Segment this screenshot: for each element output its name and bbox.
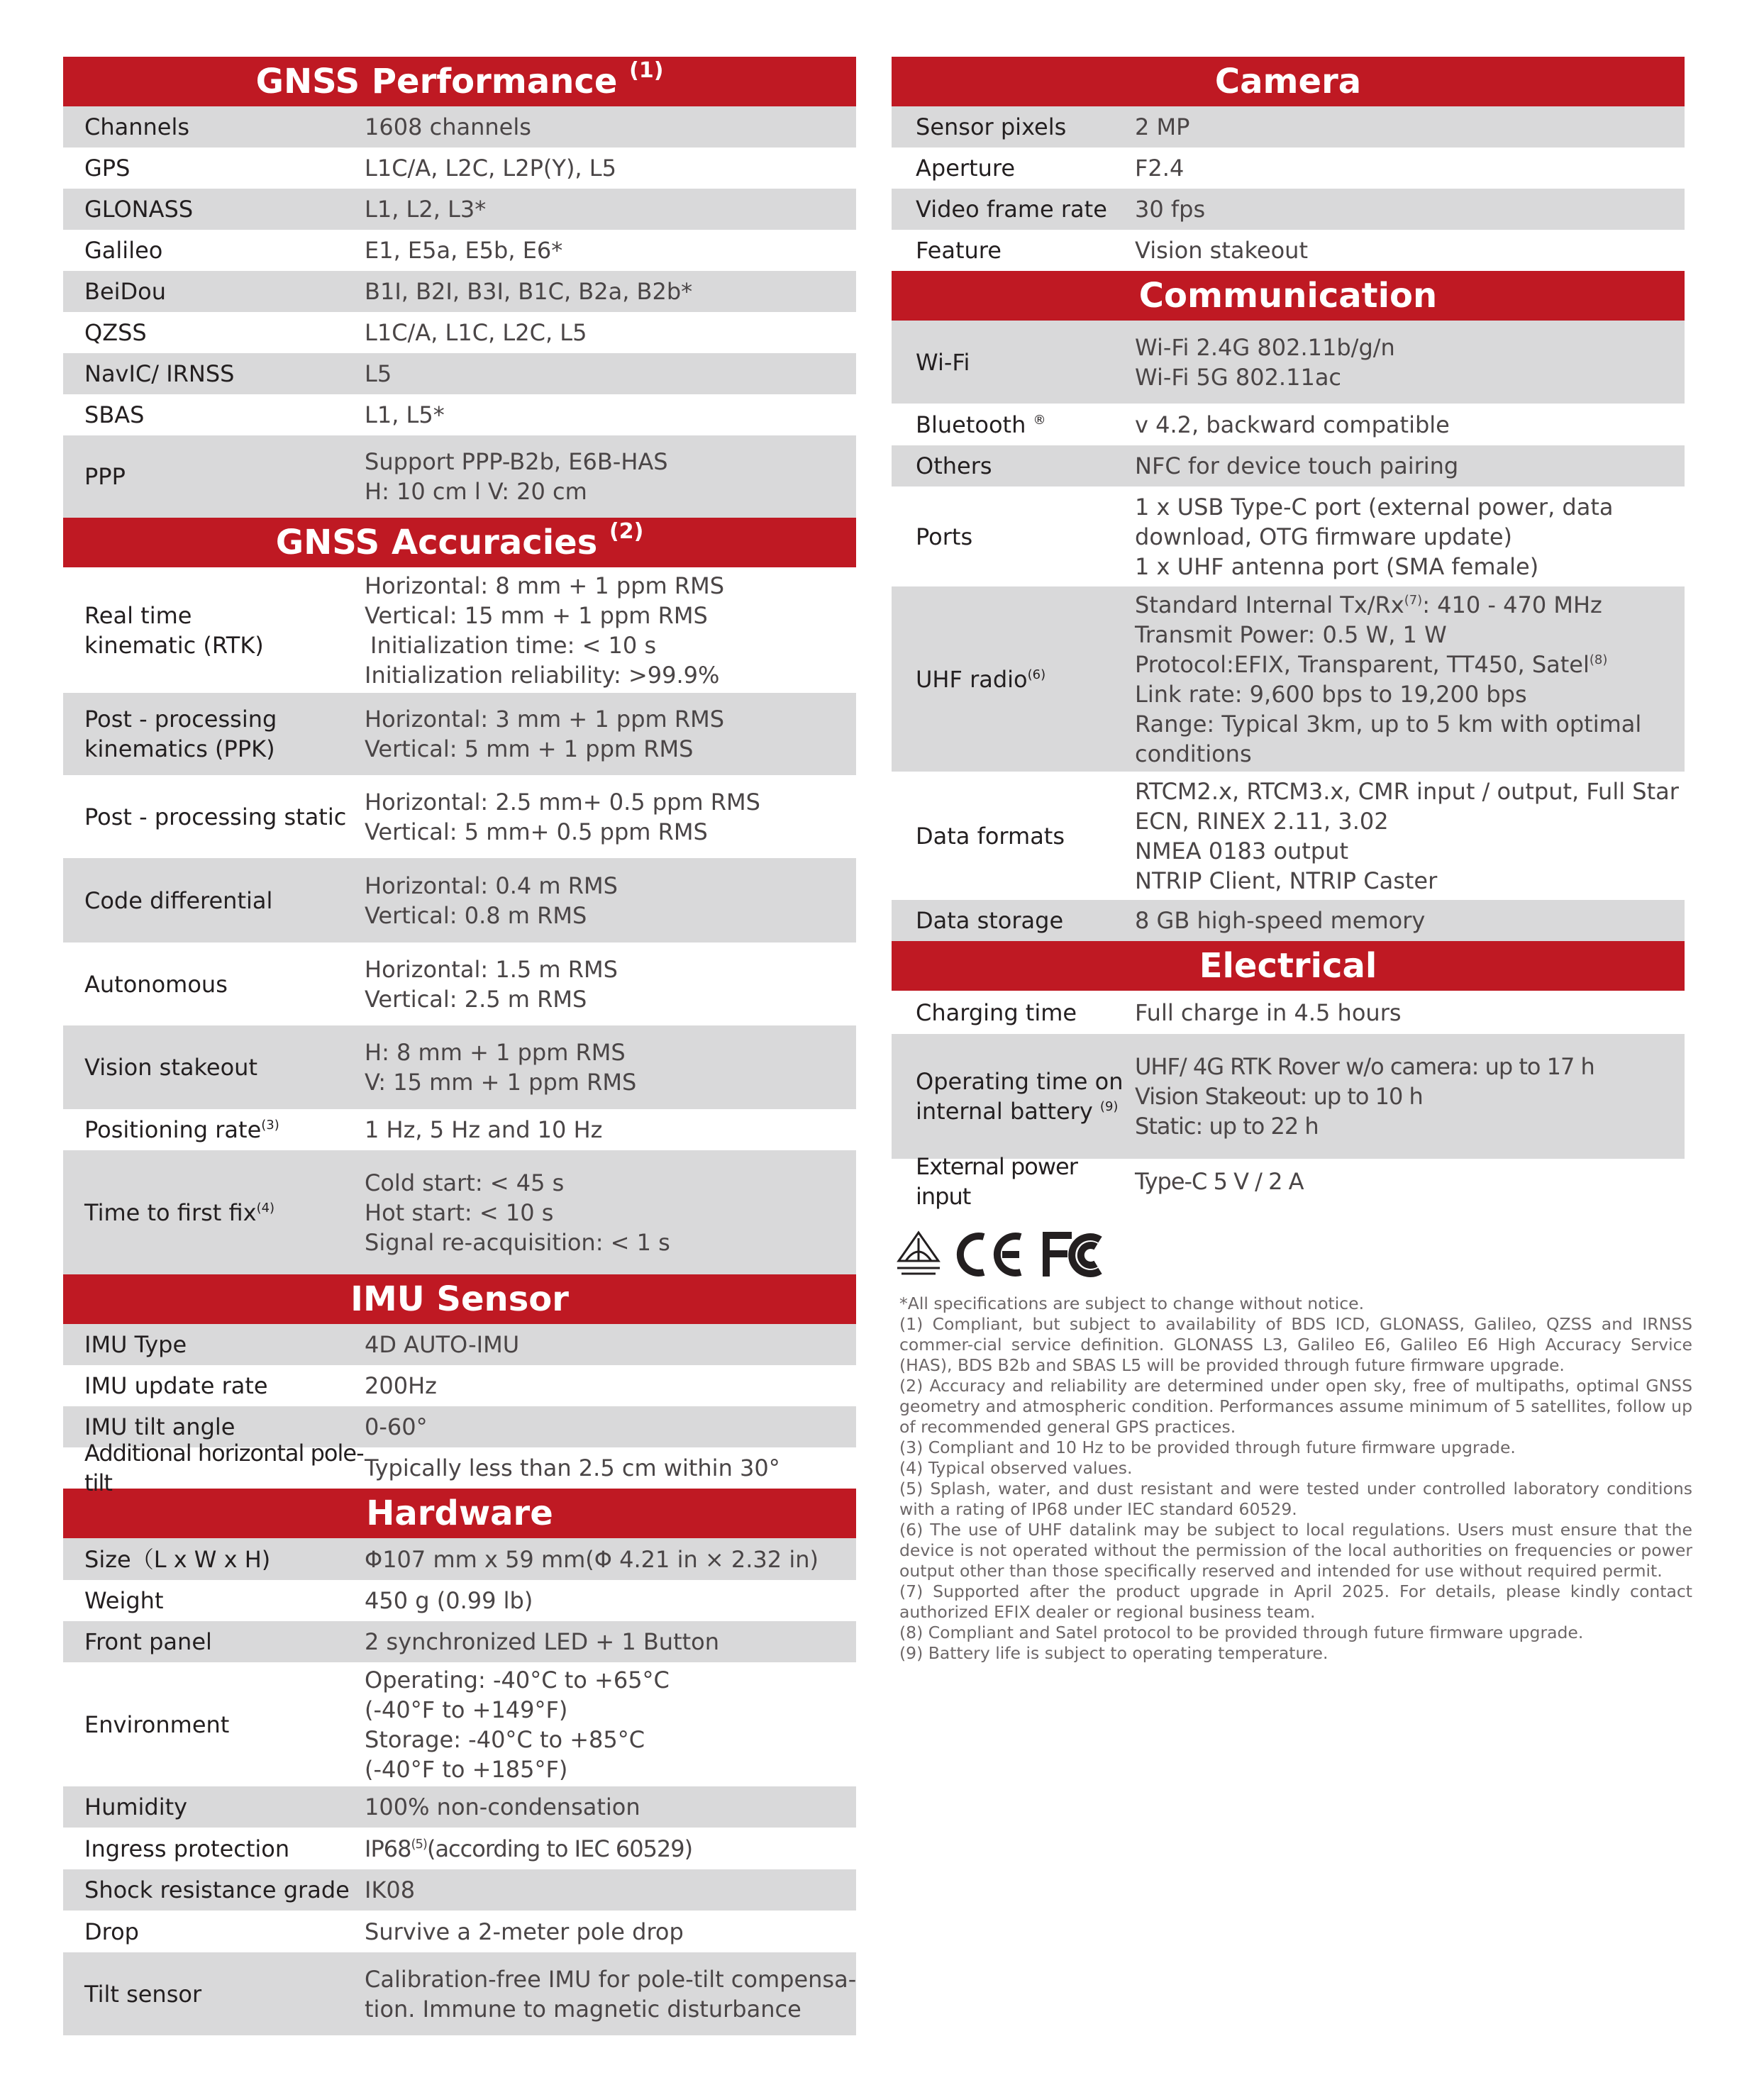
spec-row-shock-resistance: [63, 1869, 856, 1911]
spec-label: Feature: [916, 237, 1002, 264]
footnote-ref: (5): [411, 1836, 427, 1852]
footnote-ref: (2): [609, 519, 644, 544]
spec-value: E1, E5a, E5b, E6*: [365, 237, 563, 264]
footnote-ref: (6): [1027, 667, 1046, 682]
spec-label: [63, 704, 365, 764]
fcc-mark-icon: [1046, 1235, 1100, 1277]
footnote-ref: (7): [1404, 592, 1423, 608]
value-line: (-40°F to +185°F): [365, 1755, 568, 1783]
registered-mark: ®: [1033, 412, 1046, 428]
section-title: Camera: [1214, 62, 1362, 101]
value-line: RTCM2.x, RTCM3.x, CMR input / output, Full Star: [1135, 777, 1679, 805]
spec-label: Humidity: [84, 1793, 188, 1820]
spec-value: F2.4: [1135, 155, 1185, 182]
spec-value: [365, 1834, 856, 1864]
spec-label: IMU tilt angle: [84, 1413, 235, 1440]
spec-value: [365, 447, 856, 506]
footnote: (8) Compliant and Satel protocol to be provided through future firmware upgrade.: [899, 1623, 1584, 1642]
spec-row-channels: [63, 106, 856, 148]
value-line: ECN, RINEX 2.11, 3.02: [1135, 807, 1389, 835]
spec-value: L1C/A, L2C, L2P(Y), L5: [365, 155, 616, 182]
spec-row-external-power: [892, 1153, 1685, 1210]
spec-label: Aperture: [916, 155, 1016, 182]
spec-label: [63, 1198, 365, 1228]
label-text: Positioning rate: [84, 1116, 262, 1143]
spec-value: [365, 571, 856, 690]
spec-value: [365, 787, 856, 847]
spec-row-qzss: [63, 312, 856, 353]
value-line: (-40°F to +149°F): [365, 1696, 568, 1723]
spec-row-rtk: [63, 567, 856, 693]
value-line: H: 8 mm + 1 ppm RMS: [365, 1039, 626, 1066]
spec-value: Survive a 2-meter pole drop: [365, 1918, 684, 1945]
section-title: Electrical: [1199, 946, 1377, 986]
spec-value: NFC for device touch pairing: [1135, 452, 1459, 479]
value-line: 1 x UHF antenna port (SMA female): [1135, 552, 1539, 580]
spec-value: [365, 1964, 856, 2024]
label-line: kinematics (PPK): [84, 735, 275, 762]
spec-value: Full charge in 4.5 hours: [1135, 999, 1402, 1026]
spec-label: GLONASS: [84, 196, 194, 223]
spec-label: Galileo: [84, 237, 163, 264]
spec-row-glonass: [63, 189, 856, 230]
spec-row-charging-time: [892, 991, 1685, 1034]
spec-row-bluetooth: [892, 404, 1685, 445]
spec-row-ppk: [63, 693, 856, 775]
value-line: Vertical: 5 mm + 1 ppm RMS: [365, 735, 694, 762]
spec-label: External power input: [916, 1153, 1077, 1210]
footnote: (2) Accuracy and reliability are determined under open sky, free of multipaths, optimal GNSS geometry and atmospheric condition. Performances assume minimum of 5 satellites, follow up of recommended general GPS practices.: [899, 1376, 1692, 1437]
certification-logos: [894, 1228, 1178, 1282]
spec-value: [365, 1168, 856, 1257]
spec-row-ingress-protection: [63, 1828, 856, 1869]
spec-label: Ingress protection: [84, 1835, 290, 1862]
spec-row-ports: [892, 486, 1685, 586]
label-text: Time to first fix: [84, 1198, 257, 1226]
spec-row-beidou: [63, 271, 856, 312]
spec-label: Environment: [84, 1711, 230, 1738]
spec-label: NavIC/ IRNSS: [84, 360, 235, 387]
spec-value: L5: [365, 360, 392, 387]
value-line: 1 x USB Type-C port (external power, data: [1135, 493, 1614, 521]
spec-row-front-panel: [63, 1621, 856, 1662]
value-line: Static: up to 22 h: [1135, 1113, 1319, 1140]
spec-row-tilt-sensor: [63, 1952, 856, 2035]
spec-value: L1C/A, L1C, L2C, L5: [365, 319, 587, 346]
spec-row-operating-time: [892, 1034, 1685, 1159]
spec-label: Shock resistance grade: [84, 1876, 350, 1903]
footnotes: [899, 1294, 1692, 1664]
spec-value: 1608 channels: [365, 113, 531, 140]
spec-value: 100% non-condensation: [365, 1793, 640, 1820]
spec-value: [365, 704, 856, 764]
spec-label: Post - processing static: [84, 803, 347, 830]
value-line: Transmit Power: 0.5 W, 1 W: [1135, 621, 1447, 648]
spec-label: GPS: [84, 155, 131, 182]
value-line: Horizontal: 0.4 m RMS: [365, 872, 618, 899]
value-line: tion. Immune to magnetic disturbance: [365, 1995, 801, 2023]
footnote: (3) Compliant and 10 Hz to be provided through future firmware upgrade.: [899, 1437, 1516, 1457]
left-spec-column: [63, 57, 856, 2035]
spec-label: Others: [916, 452, 992, 479]
label-line: Real time: [84, 601, 192, 629]
gnss-performance-header: [63, 57, 856, 106]
electrical-header: [892, 941, 1685, 991]
spec-value: Type-C 5 V / 2 A: [1135, 1168, 1304, 1195]
section-title: Hardware: [366, 1494, 553, 1533]
footnote: (1) Compliant, but subject to availability of BDS ICD, GLONASS, Galileo, QZSS and IRNSS commer-cial service definition. GLONASS L3, Galileo E6, Galileo E6 High Accuracy Service (HAS), BDS B2b and SBAS L5 will be provided through future firmware upgrade.: [899, 1314, 1692, 1375]
spec-label: [63, 601, 365, 660]
value-line: Vision Stakeout: up to 10 h: [1135, 1083, 1423, 1110]
spec-value: Typically less than 2.5 cm within 30°: [365, 1455, 780, 1481]
spec-label: Data storage: [916, 907, 1064, 934]
spec-row-time-to-first-fix: [63, 1150, 856, 1274]
spec-row-static: [63, 775, 856, 858]
value-text: IP68: [365, 1835, 411, 1862]
spec-value: [1135, 333, 1685, 392]
value-line: [1135, 590, 1685, 620]
value-line: Operating: -40°C to +65°C: [365, 1666, 670, 1694]
spec-row-environment: [63, 1662, 856, 1786]
spec-row-weight: [63, 1580, 856, 1621]
value-line: Support PPP-B2b, E6B-HAS: [365, 448, 668, 475]
value-line: Link rate: 9,600 bps to 19,200 bps: [1135, 680, 1527, 708]
spec-row-wifi: [892, 321, 1685, 404]
spec-row-sbas: [63, 394, 856, 435]
spec-row-navic: [63, 353, 856, 394]
spec-label: Weight: [84, 1587, 164, 1614]
gnss-accuracies-header: [63, 518, 856, 567]
spec-row-galileo: [63, 230, 856, 271]
label-line: kinematic (RTK): [84, 631, 264, 659]
imu-sensor-header: [63, 1274, 856, 1324]
spec-value: 0-60°: [365, 1413, 428, 1440]
spec-value: 4D AUTO-IMU: [365, 1331, 520, 1358]
footnote: (5) Splash, water, and dust resistant and were tested under controlled laboratory conditions with a rating of IP68 under IEC standard 60529.: [899, 1479, 1692, 1519]
spec-row-humidity: [63, 1786, 856, 1828]
spec-value: [1135, 777, 1685, 896]
spec-label: Ports: [916, 523, 973, 550]
spec-label: [892, 664, 1135, 694]
spec-label: Wi-Fi: [916, 348, 970, 376]
section-title: GNSS Accuracies: [275, 523, 598, 562]
recycling-cert-icon: [897, 1233, 940, 1274]
value-line: Hot start: < 10 s: [365, 1198, 554, 1226]
footnote-ref: (8): [1589, 652, 1608, 667]
label-text: internal battery: [916, 1098, 1093, 1125]
value-line: download, OTG firmware update): [1135, 523, 1513, 550]
value-line: NMEA 0183 output: [1135, 837, 1348, 864]
spec-value: Φ107 mm x 59 mm(Φ 4.21 in × 2.32 in): [365, 1545, 819, 1573]
spec-label: Sensor pixels: [916, 113, 1067, 140]
spec-value: [1135, 590, 1685, 769]
spec-value: [365, 1665, 856, 1784]
spec-row-data-formats: [892, 772, 1685, 900]
value-line: Horizontal: 1.5 m RMS: [365, 955, 618, 983]
value-line: UHF/ 4G RTK Rover w/o camera: up to 17 h: [1135, 1053, 1594, 1080]
spec-label: BeiDou: [84, 278, 167, 305]
section-title: IMU Sensor: [350, 1279, 569, 1319]
value-line: Storage: -40°C to +85°C: [365, 1725, 645, 1753]
spec-value: Vision stakeout: [1135, 237, 1308, 264]
value-line: [1135, 650, 1685, 679]
spec-row-others: [892, 445, 1685, 486]
value-text: Standard Internal Tx/Rx: [1135, 591, 1404, 618]
value-line: conditions: [1135, 740, 1252, 767]
value-line: Signal re-acquisition: < 1 s: [365, 1228, 670, 1256]
spec-value: [1135, 1052, 1685, 1141]
spec-label: Video frame rate: [916, 196, 1107, 223]
spec-row-uhf-radio: [892, 586, 1685, 772]
value-line: Horizontal: 3 mm + 1 ppm RMS: [365, 706, 725, 733]
spec-row-code-differential: [63, 858, 856, 942]
spec-value: 8 GB high-speed memory: [1135, 907, 1426, 934]
value-line: Wi-Fi 5G 802.11ac: [1135, 363, 1342, 391]
spec-label: SBAS: [84, 401, 145, 428]
value-line: Initialization time: < 10 s: [370, 631, 657, 659]
value-line: Vertical: 15 mm + 1 ppm RMS: [365, 601, 708, 629]
certification-icons: [894, 1228, 1178, 1282]
spec-value: [365, 955, 856, 1014]
spec-label: IMU update rate: [84, 1372, 268, 1399]
spec-value: L1, L5*: [365, 401, 445, 428]
footnote: (4) Typical observed values.: [899, 1458, 1133, 1478]
spec-label: Autonomous: [84, 970, 228, 998]
value-line: Vertical: 0.8 m RMS: [365, 901, 587, 929]
value-line: Calibration-free IMU for pole-tilt compensa-: [365, 1965, 857, 1993]
label-line: [916, 1096, 1135, 1126]
spec-value: 450 g (0.99 lb): [365, 1587, 533, 1614]
spec-value: [1135, 492, 1685, 582]
value-line: Horizontal: 2.5 mm+ 0.5 ppm RMS: [365, 788, 760, 816]
right-spec-column: [892, 57, 1685, 1210]
spec-value: 30 fps: [1135, 196, 1206, 223]
spec-label: Drop: [84, 1918, 139, 1945]
section-title: Communication: [1138, 276, 1438, 316]
footnote: (7) Supported after the product upgrade in April 2025. For details, please kindly contact authorized EFIX dealer or regional business team.: [899, 1581, 1692, 1622]
footnote: (6) The use of UHF datalink may be subject to local regulations. Users must ensure that the device is not operated without the permission of the local authorities on frequencies or power output other than those specifically reserved and intended for use without required permit.: [899, 1520, 1692, 1581]
spec-value: 200Hz: [365, 1372, 437, 1399]
spec-label: Front panel: [84, 1628, 212, 1655]
value-line: V: 15 mm + 1 ppm RMS: [365, 1069, 637, 1096]
spec-value: 1 Hz, 5 Hz and 10 Hz: [365, 1116, 603, 1143]
footnote: *All specifications are subject to change without notice.: [899, 1294, 1365, 1313]
spec-value: [365, 871, 856, 930]
value-line: Cold start: < 45 s: [365, 1169, 565, 1196]
spec-value: B1I, B2I, B3I, B1C, B2a, B2b*: [365, 278, 693, 305]
spec-value: 2 MP: [1135, 113, 1190, 140]
value-line: Wi-Fi 2.4G 802.11b/g/n: [1135, 333, 1395, 361]
spec-label: Code differential: [84, 886, 273, 914]
value-line: Vertical: 5 mm+ 0.5 ppm RMS: [365, 818, 708, 845]
spec-label: [63, 1115, 365, 1145]
spec-label: QZSS: [84, 319, 147, 346]
spec-row-positioning-rate: [63, 1109, 856, 1150]
camera-header: [892, 57, 1685, 106]
spec-label: Data formats: [916, 822, 1065, 850]
spec-row-autonomous: [63, 942, 856, 1025]
spec-row-pole-tilt: [63, 1440, 856, 1496]
spec-row-drop: [63, 1911, 856, 1952]
label-text: UHF radio: [916, 665, 1028, 693]
spec-row-data-storage: [892, 900, 1685, 941]
value-line: H: 10 cm l V: 20 cm: [365, 478, 587, 505]
spec-row-feature: [892, 230, 1685, 271]
spec-row-gps: [63, 148, 856, 189]
spec-row-imu-type: [63, 1324, 856, 1365]
spec-label: Tilt sensor: [84, 1980, 202, 2008]
spec-row-aperture: [892, 148, 1685, 189]
spec-label: PPP: [84, 463, 126, 490]
label-line: Post - processing: [84, 706, 277, 733]
footnote-ref: (9): [1099, 1099, 1119, 1114]
spec-label: Additional horizontal pole-tilt: [84, 1440, 364, 1496]
spec-label: [892, 1067, 1135, 1126]
spec-label: Charging time: [916, 999, 1077, 1026]
spec-value: IK08: [365, 1876, 416, 1903]
value-text: Protocol:EFIX, Transparent, TT450, Satel: [1135, 650, 1590, 678]
value-text: : 410 - 470 MHz: [1422, 591, 1602, 618]
spec-row-sensor-pixels: [892, 106, 1685, 148]
value-line: Horizontal: 8 mm + 1 ppm RMS: [365, 572, 725, 599]
spec-value: 2 synchronized LED + 1 Button: [365, 1628, 720, 1655]
communication-header: [892, 271, 1685, 321]
value-text: (according to IEC 60529): [426, 1835, 693, 1862]
spec-label: Size（L x W x H): [84, 1545, 271, 1573]
footnote: (9) Battery life is subject to operating temperature.: [899, 1643, 1328, 1663]
value-line: Initialization reliability: >99.9%: [365, 661, 720, 689]
spec-label: Channels: [84, 113, 190, 140]
spec-row-vision-stakeout: [63, 1025, 856, 1109]
ce-mark-icon: [960, 1236, 1021, 1273]
spec-value: v 4.2, backward compatible: [1135, 411, 1450, 438]
footnote-ref: (4): [256, 1200, 275, 1216]
spec-value: L1, L2, L3*: [365, 196, 487, 223]
label-text: Bluetooth: [916, 411, 1026, 438]
section-title: GNSS Performance: [255, 62, 618, 101]
value-line: NTRIP Client, NTRIP Caster: [1135, 867, 1438, 894]
footnote-ref: (3): [261, 1118, 279, 1133]
spec-label: IMU Type: [84, 1331, 187, 1358]
spec-row-imu-update-rate: [63, 1365, 856, 1406]
spec-label: Vision stakeout: [84, 1054, 257, 1081]
spec-row-size: [63, 1538, 856, 1580]
value-line: Vertical: 2.5 m RMS: [365, 985, 587, 1013]
spec-row-ppp: [63, 435, 856, 518]
value-line: Range: Typical 3km, up to 5 km with optimal: [1135, 710, 1642, 738]
spec-value: [365, 1038, 856, 1097]
footnote-ref: (1): [629, 58, 664, 83]
spec-label: [892, 410, 1135, 440]
label-line: Operating time on: [916, 1068, 1124, 1095]
spec-row-video-frame-rate: [892, 189, 1685, 230]
